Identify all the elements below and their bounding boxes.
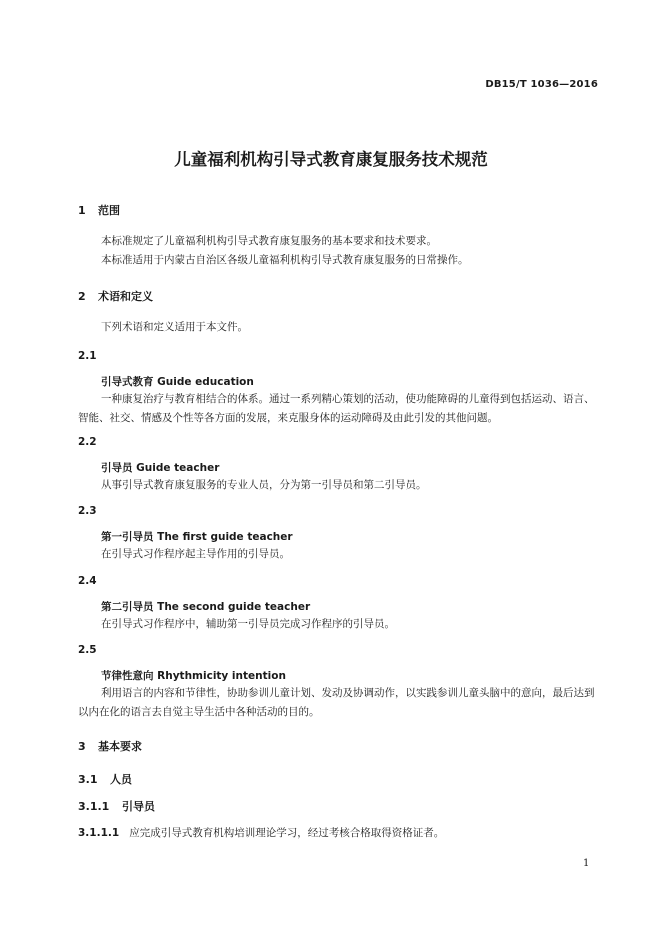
clause-number: 2.5 <box>78 644 97 656</box>
subsection-number: 3.1.1 <box>78 800 110 813</box>
paragraph: 本标准规定了儿童福利机构引导式教育康复服务的基本要求和技术要求。 <box>101 235 437 247</box>
term-title: 第二引导员 The second guide teacher <box>101 601 311 613</box>
section-number: 3 <box>78 740 86 753</box>
term-definition: 从事引导式教育康复服务的专业人员，分为第一引导员和第二引导员。 <box>101 479 427 491</box>
clause-number: 2.3 <box>78 505 97 517</box>
section-number: 2 <box>78 290 86 303</box>
section-title: 范围 <box>98 204 120 217</box>
clause-text: 应完成引导式教育机构培训理论学习，经过考核合格取得资格证者。 <box>129 827 445 839</box>
page-number: 1 <box>583 858 590 869</box>
subsection-title: 人员 <box>110 773 132 786</box>
subsection-title: 引导员 <box>122 800 155 813</box>
term-title: 节律性意向 Rhythmicity intention <box>101 670 286 682</box>
section-3-heading <box>78 738 142 754</box>
subsection-3-1-heading <box>78 771 132 787</box>
paragraph: 本标准适用于内蒙古自治区各级儿童福利机构引导式教育康复服务的日常操作。 <box>101 254 469 266</box>
clause-number: 2.1 <box>78 350 97 362</box>
section-title: 基本要求 <box>98 740 142 753</box>
term-title: 第一引导员 The first guide teacher <box>101 531 293 543</box>
section-title: 术语和定义 <box>98 290 153 303</box>
standard-code: DB15/T 1036—2016 <box>485 79 598 90</box>
term-definition: 在引导式习作程序起主导作用的引导员。 <box>101 548 290 560</box>
term-title: 引导式教育 Guide education <box>101 376 254 388</box>
document-title: 儿童福利机构引导式教育康复服务技术规范 <box>174 150 488 169</box>
section-2-heading <box>78 288 153 304</box>
clause-number: 3.1.1.1 <box>78 827 120 839</box>
subsection-number: 3.1 <box>78 773 98 786</box>
subsection-3-1-1-heading <box>78 798 155 814</box>
section-1-heading <box>78 202 120 218</box>
clause-3-1-1-1 <box>78 825 444 840</box>
term-definition: 利用语言的内容和节律性，协助参训儿童计划、发动及协调动作，以实践参训儿童头脑中的意向，最后达到以内在化的语言去自觉主导生活中各种活动的目的。 <box>78 687 595 718</box>
clause-number: 2.2 <box>78 436 97 448</box>
term-definition: 一种康复治疗与教育相结合的体系。通过一系列精心策划的活动，使功能障碍的儿童得到包括运动、语言、智能、社交、情感及个性等各方面的发展，来克服身体的运动障碍及由此引发的其他问题。 <box>78 393 595 424</box>
clause-number: 2.4 <box>78 575 97 587</box>
paragraph: 下列术语和定义适用于本文件。 <box>101 321 248 333</box>
term-definition: 在引导式习作程序中，辅助第一引导员完成习作程序的引导员。 <box>101 618 395 630</box>
section-number: 1 <box>78 204 86 217</box>
term-title: 引导员 Guide teacher <box>101 462 220 474</box>
